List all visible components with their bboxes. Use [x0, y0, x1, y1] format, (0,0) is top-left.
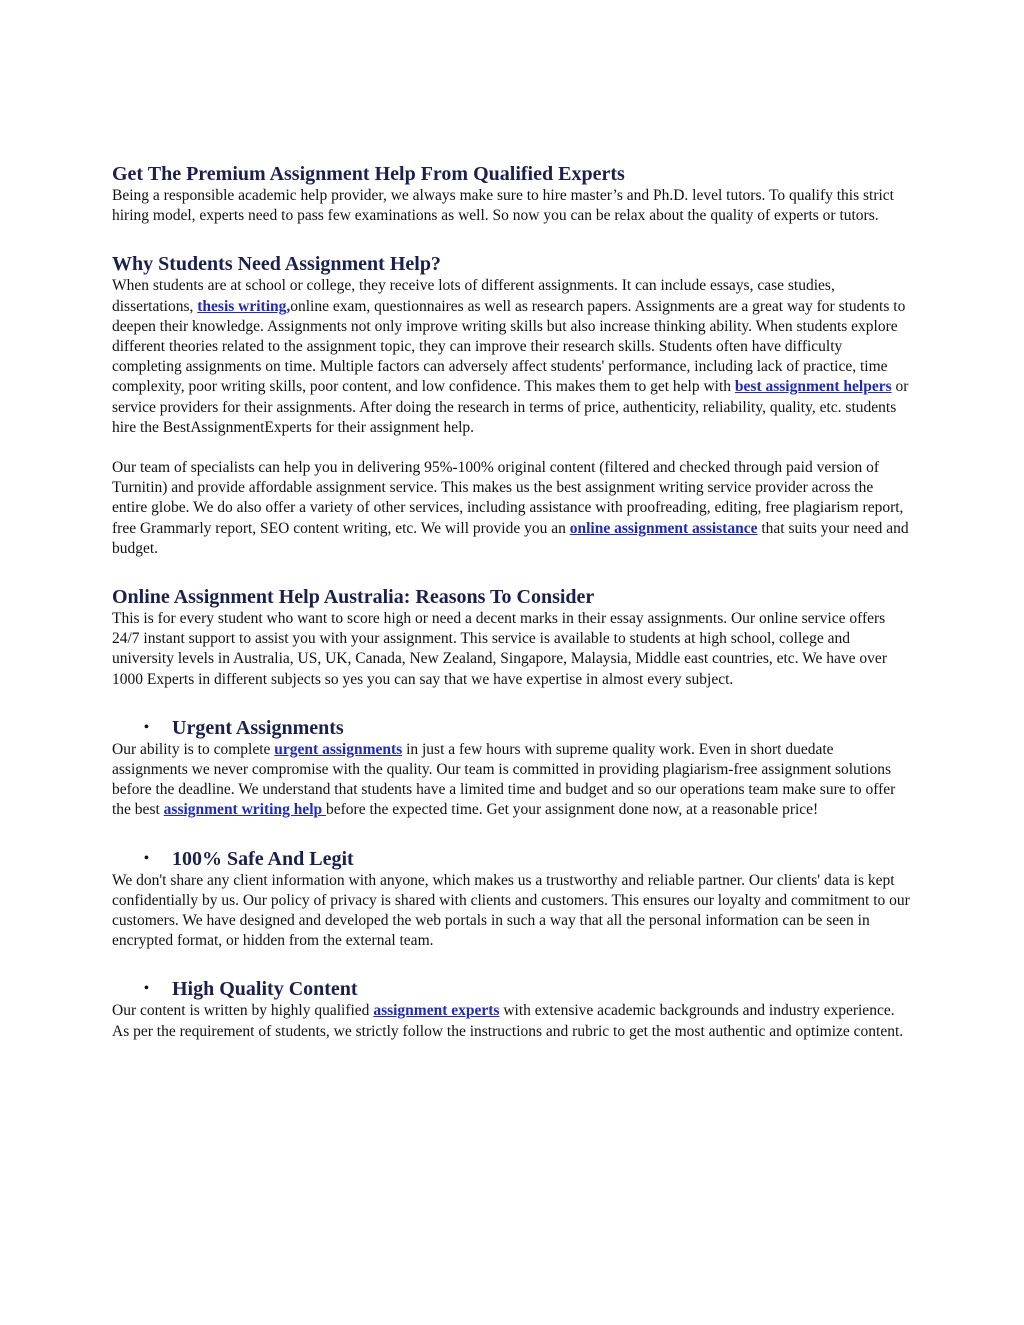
section-body-premium-help: Being a responsible academic help provider, we always make sure to hire master’s and Ph.D. level tutors. To qualify this strict hiring model, experts need to pass few examinations as well. So now you can be relax about the quality of experts or tutors.: [112, 187, 894, 225]
section-body-why-students: [112, 276, 912, 438]
text-run: Our team of specialists can help you in delivering 95%-100% original content (filtered and checked through paid version of Turnitin) and provide affordable assignment service. This makes us the best assignment writing service provider across the entire globe. We do also offer a variety of other services, including assistance with proofreading, editing, free plagiarism report, free Grammarly report, SEO content writing, etc. We will provide you an: [112, 459, 904, 537]
text-run: in just a few hours with supreme quality work. Even in short duedate assignments we never compromise with the quality. Our team is committed in providing plagiarism-free assignment solutions before the deadline. We understand that students have a limited time and budget and so our operations team make sure to offer the best: [112, 740, 896, 819]
bullet-heading-quality: [112, 977, 912, 1001]
spacer: [112, 951, 912, 977]
link-thesis-writing[interactable]: thesis writing,: [197, 297, 291, 315]
bullet-icon: •: [144, 719, 149, 735]
link-best-assignment-helpers[interactable]: best assignment helpers: [734, 378, 892, 396]
link-assignment-experts[interactable]: assignment experts: [373, 1002, 500, 1020]
bullet-heading-safe: [112, 847, 912, 871]
spacer: [112, 821, 912, 847]
text-run: Our ability is to complete: [112, 740, 275, 758]
text-run: online exam, questionnaires as well as research papers. Assignments are a great way for students to deepen their knowledge. Assignments not only improve writing skills but also increase thinking ability. When students explore different theories related to the assignment topic, they can improve their research skills. Students often have difficulty completing assignments on time. Multiple factors can adversely affect students' performance, including lack of practice, time complexity, poor writing skills, poor content, and low confidence. This makes them to get help with: [112, 297, 906, 396]
bullet-icon: •: [144, 850, 149, 866]
bullet-body-safe: We don't share any client information with anyone, which makes us a trustworthy and reliable partner. Our clients' data is kept confidentially by us. Our policy of privacy is shared with clients and customers. This ensures our loyalty and commitment to our customers. We have designed and developed the web portals in such a way that all the personal information can be seen in encrypted format, or hidden from the external team.: [112, 871, 910, 950]
link-urgent-assignments[interactable]: urgent assignments: [274, 740, 403, 758]
text-run: or service providers for their assignments. After doing the research in terms of price, authenticity, reliability, quality, etc. students hire the BestAssignmentExperts for their assignment help.: [112, 378, 909, 436]
spacer: [112, 226, 912, 252]
spacer: [112, 438, 912, 458]
link-online-assignment-assistance[interactable]: online assignment assistance: [569, 519, 758, 537]
bullet-heading-label: Urgent Assignments: [172, 716, 344, 739]
bullet-heading-urgent: [112, 716, 912, 740]
spacer: [112, 559, 912, 585]
text-run: Our content is written by highly qualified: [112, 1002, 374, 1020]
text-run: with extensive academic backgrounds and industry experience. As per the requirement of students, we strictly follow the instructions and rubric to get the most authentic and optimize content.: [112, 1002, 904, 1040]
section-body-specialists: [112, 458, 912, 559]
link-assignment-writing-help[interactable]: assignment writing help: [163, 801, 326, 819]
bullet-icon: •: [144, 981, 149, 997]
text-run: before the expected time. Get your assignment done now, at a reasonable price!: [326, 801, 819, 819]
bullet-body-urgent: [112, 740, 912, 821]
section-heading-why-students: Why Students Need Assignment Help?: [112, 253, 441, 276]
document-content: [112, 162, 912, 1042]
text-run: that suits your need and budget.: [112, 519, 909, 557]
section-body-australia: This is for every student who want to score high or need a decent marks in their essay assignments. Our online service offers 24/7 instant support to assist you with your assignment. This service is available to students at high school, college and university levels in Australia, US, UK, Canada, New Zealand, Singapore, Malaysia, Middle east countries, etc. We have over 1000 Experts in different subjects so yes you can say that we have expertise in almost every subject.: [112, 610, 887, 688]
bullet-heading-label: High Quality Content: [172, 978, 358, 1001]
bullet-heading-label: 100% Safe And Legit: [172, 847, 354, 870]
spacer: [112, 690, 912, 716]
section-heading-australia: Online Assignment Help Australia: Reasons To Consider: [112, 586, 595, 609]
bullet-body-quality: [112, 1001, 912, 1041]
section-heading-premium-help: Get The Premium Assignment Help From Qualified Experts: [112, 163, 625, 185]
text-run: When students are at school or college, they receive lots of different assignments. It can include essays, case studies, dissertations,: [112, 277, 835, 315]
